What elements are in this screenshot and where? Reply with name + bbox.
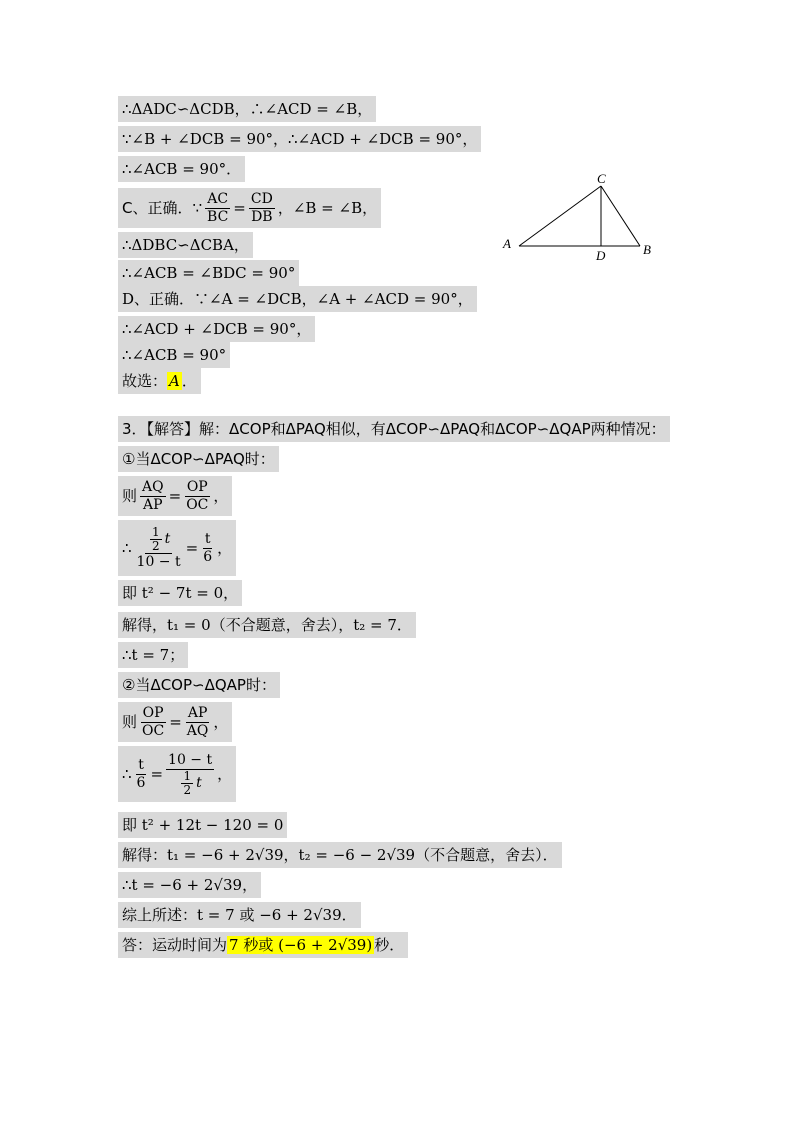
triangle-figure (495, 170, 665, 265)
line-angle-acb: ∴∠ACB = 90°． (118, 156, 245, 182)
fraction-aq-ap (140, 479, 166, 514)
fraction-one-half (150, 526, 162, 553)
line-angle-sum-2: ∴∠ACD + ∠DCB = 90°， (118, 316, 315, 342)
final-answer-line (118, 932, 408, 958)
fraction-denominator: AQ (186, 722, 209, 739)
fraction-numerator: 1 (151, 524, 160, 539)
final-answer-prefix: 答：运动时间为 (122, 936, 228, 954)
line-angle-acb-2: ∴∠ACB = 90° (118, 342, 230, 368)
option-c-prefix: C、正确．∵ (122, 198, 203, 217)
line-angle-sum: ∵∠B + ∠DCB = 90°，∴∠ACD + ∠DCB = 90°， (118, 126, 481, 152)
fraction-op-oc (184, 479, 210, 514)
fraction-denominator: AP (143, 496, 163, 513)
fraction-ap-aq (185, 705, 211, 740)
answer-suffix: ． (181, 372, 197, 390)
equals-sign: = (185, 538, 199, 557)
fraction-numerator (145, 526, 172, 554)
problem-3-heading: 3．【解答】解：ΔCOP和ΔPAQ相似，有ΔCOP∽ΔPAQ和ΔCOP∽ΔQAP两种情况： (118, 416, 670, 442)
therefore-symbol: ∴ (122, 764, 132, 783)
fraction-denominator: 6 (203, 548, 213, 565)
side-cb (601, 186, 640, 246)
case-1-solution: 解得，t₁ = 0（不合题意，舍去），t₂ = 7． (118, 612, 416, 638)
case-2-ratio (118, 702, 232, 742)
case-1-result: ∴t = 7； (118, 642, 188, 668)
equals-sign: = (168, 486, 182, 505)
line-answer-choice (118, 368, 201, 394)
therefore-symbol: ∴ (122, 538, 132, 557)
equals-sign: = (233, 198, 246, 217)
compound-fraction (166, 752, 214, 797)
fraction-denominator: 10 − t (136, 553, 181, 570)
fraction-ac-bc (205, 191, 230, 226)
line-option-c (118, 188, 381, 228)
summary-line: 综上所述：t = 7 或 −6 + 2√39． (118, 902, 361, 928)
fraction-numerator: CD (250, 190, 273, 207)
fraction-t-6 (201, 531, 214, 566)
answer-highlight (167, 372, 182, 390)
ratio-suffix: ， (213, 712, 229, 731)
fraction-numerator: AQ (142, 478, 164, 495)
label-b: B (643, 242, 651, 257)
case-2-result: ∴t = −6 + 2√39， (118, 872, 261, 898)
compound-fraction (135, 526, 183, 571)
label-d: D (596, 248, 606, 263)
answer-prefix: 故选： (122, 372, 168, 390)
variable-t: t (164, 530, 171, 547)
fraction-one-half (181, 770, 193, 797)
ratio-prefix: 则 (122, 486, 138, 505)
fraction-numerator: AC (207, 190, 229, 207)
fraction-denominator: 6 (136, 774, 146, 791)
fraction-op-oc (140, 705, 166, 740)
fraction-denominator: OC (142, 722, 165, 739)
fraction-denominator: OC (186, 496, 209, 513)
case-2-substitution (118, 746, 236, 802)
variable-t: t (196, 774, 202, 791)
substitution-suffix: ， (217, 764, 233, 783)
equals-sign: = (150, 764, 164, 783)
case-1-equation: 即 t² − 7t = 0， (118, 580, 242, 606)
equals-sign: = (169, 712, 182, 731)
fraction-numerator: OP (186, 478, 208, 495)
final-answer-suffix: 秒． (374, 936, 405, 954)
side-ac (519, 186, 601, 246)
fraction-numerator: AP (187, 704, 208, 721)
fraction-numerator: OP (142, 704, 164, 721)
case-2-equation: 即 t² + 12t − 120 = 0 (118, 812, 287, 838)
line-similar-dbc-cba: ∴ΔDBC∽ΔCBA， (118, 232, 253, 258)
line-acb-bdc: ∴∠ACB = ∠BDC = 90° (118, 260, 299, 286)
case-2-heading: ②当ΔCOP∽ΔQAP时： (118, 672, 280, 698)
fraction-numerator: t (138, 756, 144, 773)
case-1-heading: ①当ΔCOP∽ΔPAQ时： (118, 446, 279, 472)
fraction-numerator: 1 (183, 768, 192, 783)
final-answer-highlight: 7 秒或 (−6 + 2√39) (229, 936, 373, 954)
substitution-suffix: ， (217, 538, 233, 557)
fraction-denominator: BC (207, 208, 229, 225)
case-1-ratio (118, 476, 232, 516)
fraction-numerator: t (204, 530, 211, 547)
fraction-t-6 (135, 757, 148, 792)
ratio-suffix: ， (213, 486, 229, 505)
answer-letter: A (169, 372, 180, 390)
case-2-solution: 解得：t₁ = −6 + 2√39，t₂ = −6 − 2√39（不合题意，舍去）． (118, 842, 562, 868)
case-1-substitution (118, 520, 236, 576)
fraction-denominator: 2 (151, 538, 160, 553)
label-c: C (597, 171, 606, 186)
fraction-denominator: 2 (183, 782, 192, 797)
fraction-cd-db (249, 191, 275, 226)
line-similar-adc-cdb: ∴ΔADC∽ΔCDB，∴∠ACD = ∠B， (118, 96, 376, 122)
ratio-prefix: 则 (122, 712, 138, 731)
option-c-suffix: ，∠B = ∠B， (277, 198, 378, 217)
fraction-denominator: DB (251, 208, 273, 225)
fraction-numerator: 10 − t (168, 751, 213, 768)
label-a: A (503, 236, 511, 251)
fraction-denominator (176, 770, 203, 797)
line-option-d: D、正确．∵∠A = ∠DCB，∠A + ∠ACD = 90°， (118, 286, 477, 312)
